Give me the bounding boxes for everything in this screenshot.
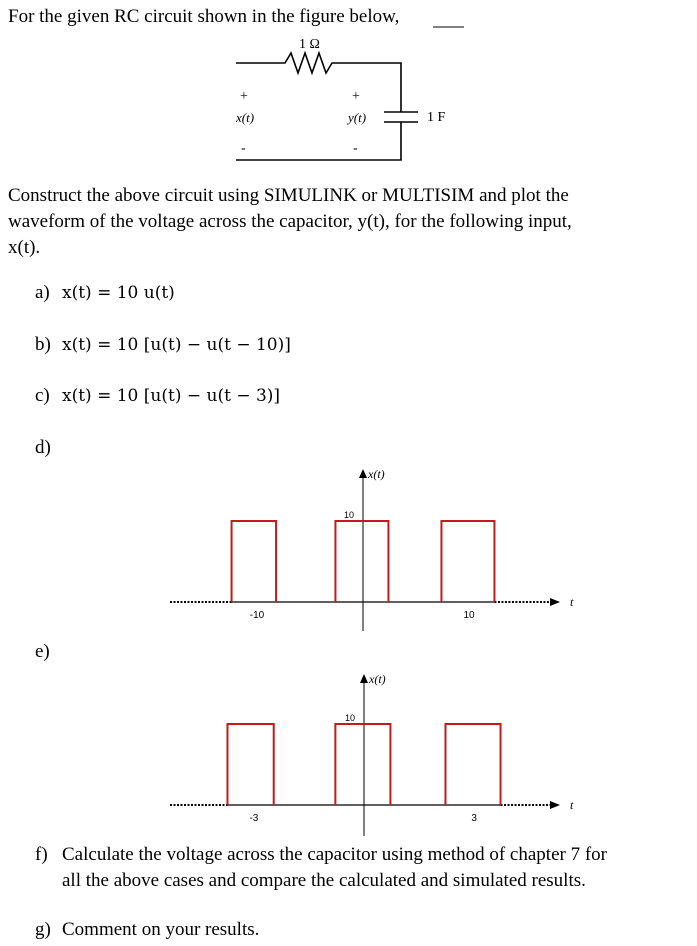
part-e-label: e) [35, 641, 50, 662]
instruction-line-1: Construct the above circuit using SIMULINK or MULTISIM and plot the [8, 185, 569, 206]
y-axis-arrow [360, 674, 368, 683]
input-minus: - [241, 141, 246, 156]
part-c-label: c) [35, 385, 50, 406]
part-f-label: f) [35, 844, 48, 865]
part-a-expr: x(t) = 10 u(t) [62, 283, 175, 303]
part-f-line-1: Calculate the voltage across the capacitor using method of chapter 7 for [62, 844, 607, 865]
part-a-label: a) [35, 282, 50, 303]
pulse-1 [227, 724, 273, 805]
part-c-expr: x(t) = 10 [u(t) − u(t − 3)] [62, 386, 281, 406]
output-minus: - [353, 141, 358, 156]
y-axis-label: x(t) [368, 467, 385, 481]
y-tick-label: 10 [345, 713, 356, 723]
intro-text: For the given RC circuit shown in the figure below, [8, 6, 400, 27]
x-tick-label-1: -10 [249, 610, 265, 621]
y-axis-label: x(t) [369, 672, 386, 686]
resistor-label: 1 Ω [299, 37, 320, 52]
x-axis-label: t [570, 798, 574, 812]
pulse-3 [445, 724, 500, 805]
instruction-line-3: x(t). [8, 237, 41, 258]
part-g-label: g) [35, 919, 51, 940]
capacitor-label: 1 F [427, 110, 446, 125]
input-label: x(t) [236, 110, 255, 125]
part-b-label: b) [35, 334, 51, 355]
x-tick-label-2: 10 [463, 610, 475, 621]
x-tick-label-1: -3 [249, 813, 259, 824]
part-d-label: d) [35, 437, 51, 458]
pulse-2 [335, 724, 390, 805]
input-plus: + [240, 89, 248, 104]
y-tick-label: 10 [344, 510, 355, 520]
x-tick-label-2: 3 [471, 813, 477, 824]
part-f-line-2: all the above cases and compare the calculated and simulated results. [62, 870, 586, 891]
part-g-text: Comment on your results. [62, 919, 260, 940]
output-label: y(t) [348, 110, 367, 125]
output-plus: + [352, 89, 360, 104]
x-axis-label: t [570, 595, 574, 609]
x-axis-arrow [550, 801, 560, 809]
part-b-expr: x(t) = 10 [u(t) − u(t − 10)] [62, 335, 291, 355]
instruction-line-2: waveform of the voltage across the capacitor, y(t), for the following input, [8, 211, 572, 232]
